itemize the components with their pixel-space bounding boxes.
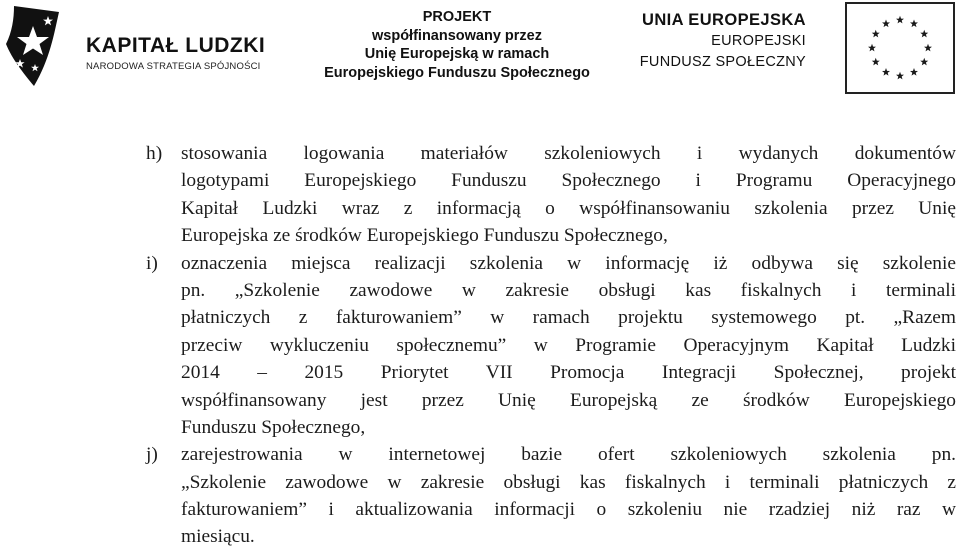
- eu-fund-label-1: EUROPEJSKI: [711, 33, 806, 49]
- document-line: [0, 359, 959, 386]
- document-line-text: Kapitał Ludzki wraz z informacją o współfinansowaniu szkolenia przez Unię: [181, 197, 956, 219]
- document-line-text: Europejska ze środków Europejskiego Funduszu Społecznego,: [181, 225, 668, 247]
- project-line: PROJEKT: [422, 9, 492, 25]
- list-marker: i): [146, 252, 158, 274]
- document-line: [0, 496, 959, 523]
- document-line: [0, 222, 959, 249]
- document-line: [0, 195, 959, 222]
- document-line-text: przeciw wykluczeniu społecznemu” w Programie Operacyjnym Kapitał Ludzki: [181, 334, 956, 356]
- document-line: [0, 304, 959, 331]
- eu-text-block: [622, 10, 806, 73]
- list-marker: j): [146, 444, 158, 466]
- project-line: Unię Europejską w ramach: [364, 46, 550, 62]
- document-line-text: stosowania logowania materiałów szkoleniowych i wydanych dokumentów: [181, 143, 956, 164]
- project-cofinancing-note: [296, 8, 618, 82]
- document-line: [0, 387, 959, 414]
- document-line-text: miesiącu.: [181, 526, 255, 548]
- document-line: [0, 441, 959, 468]
- project-line: Europejskiego Funduszu Społecznego: [324, 64, 590, 81]
- document-line: [0, 523, 959, 550]
- project-line: współfinansowany przez: [372, 27, 542, 44]
- kapital-ludzki-logo: [4, 4, 279, 88]
- document-line: [0, 469, 959, 496]
- document-line: [0, 140, 959, 167]
- page-header: [0, 0, 959, 100]
- document-line-text: „Szkolenie zawodowe w zakresie obsługi kas fiskalnych i terminali płatniczych z: [181, 471, 956, 493]
- list-marker: h): [146, 143, 163, 164]
- document-line-text: Funduszu Społecznego,: [181, 416, 366, 438]
- document-line-text: płatniczych z fakturowaniem” w ramach projektu systemowego pt. „Razem: [181, 307, 956, 329]
- eu-union-label: UNIA EUROPEJSKA: [642, 11, 806, 29]
- document-line-text: współfinansowany jest przez Unię Europejską ze środków Europejskiego: [181, 389, 956, 411]
- document-line-text: oznaczenia miejsca realizacji szkolenia w informację iż odbywa się szkolenie: [181, 252, 956, 274]
- document-line-text: 2014 – 2015 Priorytet VII Promocja Integracji Społecznej, projekt: [181, 362, 956, 384]
- eu-fund-label-2: FUNDUSZ SPOŁECZNY: [639, 54, 806, 70]
- document-line: [0, 414, 959, 441]
- document-line: [0, 277, 959, 304]
- document-line: [0, 167, 959, 194]
- document-line-text: pn. „Szkolenie zawodowe w zakresie obsługi kas fiskalnych i terminali: [181, 279, 956, 301]
- kapital-ludzki-title: KAPITAŁ LUDZKI: [86, 34, 266, 57]
- kapital-ludzki-emblem-icon: [4, 4, 62, 88]
- document-line-text: zarejestrowania w internetowej bazie ofert szkoleniowych szkolenia pn.: [181, 444, 956, 466]
- document-line-text: logotypami Europejskiego Funduszu Społecznego i Programu Operacyjnego: [181, 170, 956, 192]
- document-line: [0, 250, 959, 277]
- kapital-ludzki-subtitle: NARODOWA STRATEGIA SPÓJNOŚCI: [86, 61, 261, 72]
- document-line-text: fakturowaniem” i aktualizowania informacji o szkoleniu nie rzadziej niż raz w: [181, 499, 956, 521]
- document-line: [0, 332, 959, 359]
- document-body: [0, 140, 959, 551]
- eu-flag-icon: [845, 2, 955, 94]
